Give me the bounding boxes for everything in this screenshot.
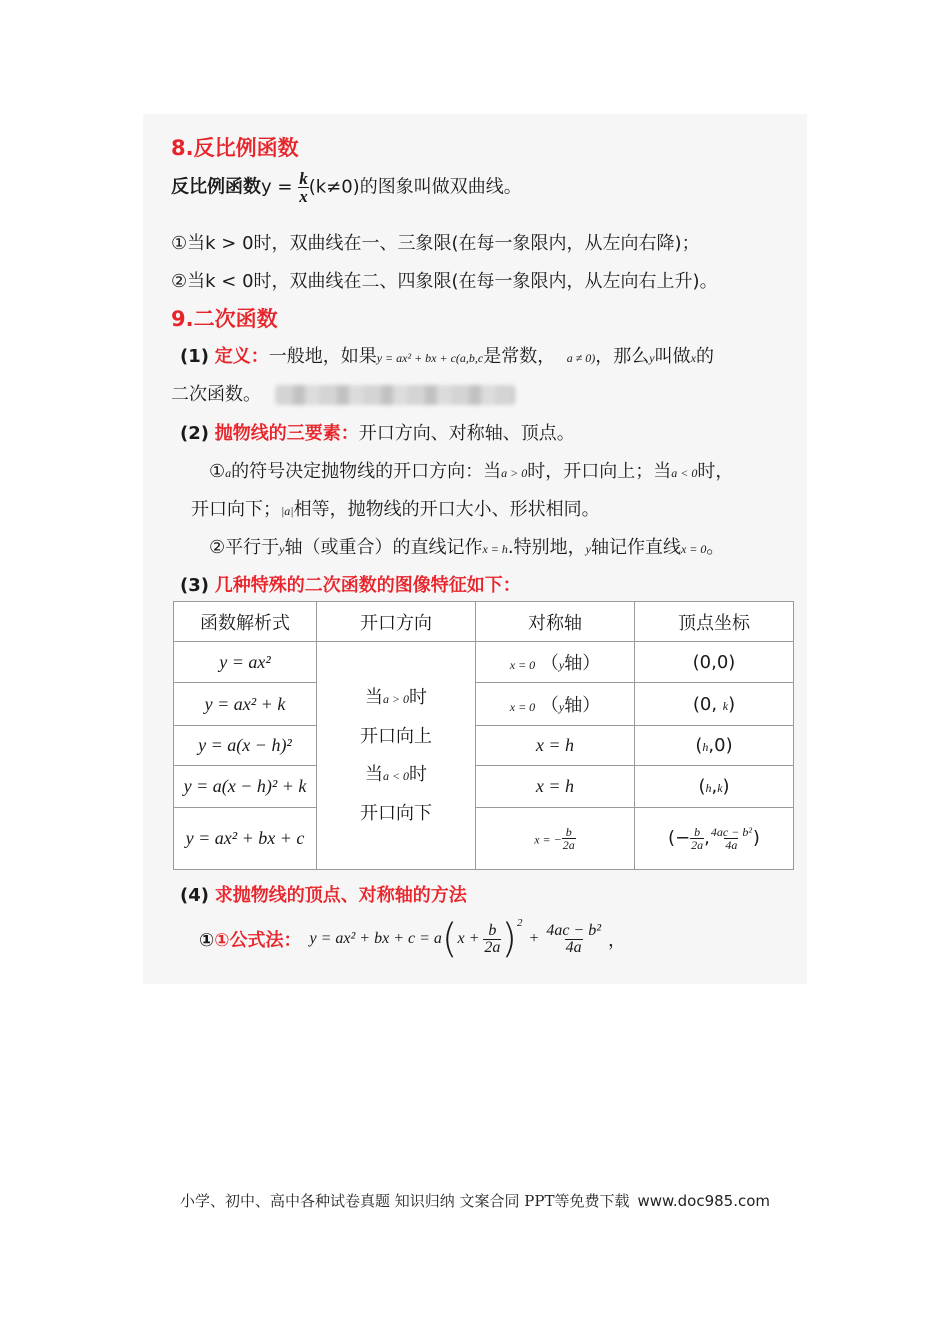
formula: a ≠ 0)	[566, 351, 596, 365]
text: （	[540, 695, 559, 716]
formula-method-line	[199, 913, 626, 965]
formula: x = 0	[509, 700, 536, 714]
formula: x +	[457, 930, 480, 947]
blurred-region	[275, 385, 515, 405]
header-cell: 函数解析式	[174, 602, 317, 642]
formula: y	[585, 542, 591, 556]
fraction-denominator: 2a	[691, 838, 704, 852]
sign-rule-line	[209, 457, 733, 483]
header-cell: 开口方向	[317, 602, 476, 642]
axis-cell: x = h	[476, 766, 635, 808]
fraction-denominator: 4a	[565, 938, 582, 956]
fraction-numerator: b	[694, 825, 701, 839]
text: 轴（或重合）的直线记作	[284, 537, 483, 558]
header-cell: 顶点坐标	[635, 602, 794, 642]
text: ,	[704, 827, 710, 849]
axis-cell	[476, 808, 635, 870]
axis-cell	[476, 642, 635, 683]
three-elements-line	[180, 419, 575, 445]
exponent: 2	[517, 917, 523, 929]
formula: a > 0	[501, 466, 528, 480]
text: (0,	[692, 693, 718, 715]
text: 。	[706, 537, 725, 558]
formula: x = 0	[509, 658, 536, 672]
definition-paragraph	[180, 342, 714, 368]
text: 时，	[697, 461, 734, 482]
text: 的符号决定抛物线的开口方向：当	[231, 461, 502, 482]
fraction-numerator: b	[488, 921, 497, 939]
text: 叫做	[654, 346, 691, 367]
text: 相等，抛物线的开口大小、形状相同。	[293, 499, 600, 520]
text: )	[728, 693, 736, 715]
text: ，	[608, 930, 627, 951]
formula-cell: y = ax²	[174, 642, 317, 683]
outer-fraction	[545, 923, 602, 956]
inverse-function-definition	[171, 170, 522, 205]
formula: x = h	[482, 542, 508, 556]
three-elements-label: 抛物线的三要素：	[214, 423, 359, 444]
part-number: (4)	[180, 885, 209, 906]
b-over-2a-fraction	[562, 826, 576, 851]
text: 是常数，	[483, 346, 556, 367]
formula: k	[722, 698, 729, 713]
table-row	[174, 726, 794, 766]
section-9-title: 9.二次函数	[171, 307, 278, 331]
formula: a > 0	[382, 691, 410, 706]
text: 开口向下；	[191, 499, 281, 520]
text: .特别地，	[507, 537, 586, 558]
definition-label: 定义：	[214, 346, 269, 367]
text: ,	[711, 776, 718, 797]
fraction-numerator: k	[299, 169, 308, 188]
inner-fraction	[483, 923, 501, 956]
fraction-denominator: x	[299, 187, 308, 206]
text: 时，开口向上；当	[527, 461, 672, 482]
quadratic-features-table	[173, 601, 794, 870]
left-paren: (	[441, 916, 458, 962]
text: 当	[364, 763, 383, 785]
fraction-numerator: 4ac − b²	[710, 825, 752, 839]
vertex-method-heading	[180, 881, 467, 907]
table-row	[174, 683, 794, 726]
formula: k	[717, 781, 723, 795]
right-paren: )	[501, 916, 518, 962]
footer-link[interactable]: www.doc985.com	[637, 1192, 771, 1210]
formula: x = −	[534, 832, 562, 847]
inverse-item-2: ②当k < 0时，双曲线在二、四象限(在每一象限内，从左向右上升)。	[171, 271, 718, 292]
special-functions-label: 几种特殊的二次函数的图像特征如下：	[214, 575, 521, 596]
text: ,0)	[708, 735, 733, 756]
formula: y = ax² + bx + c(a,b,c	[376, 351, 484, 365]
axis-cell	[476, 683, 635, 726]
text: 轴）	[564, 653, 601, 674]
formula: a < 0	[671, 466, 698, 480]
table-row	[174, 808, 794, 870]
text: 时	[409, 686, 428, 708]
formula: a < 0	[382, 768, 410, 783]
table-row	[174, 766, 794, 808]
vertex-cell	[635, 766, 794, 808]
text: )	[722, 776, 730, 797]
text: 开口方向、对称轴、顶点。	[358, 423, 575, 444]
text: 当	[364, 686, 383, 708]
text: (	[695, 735, 703, 756]
part-number: (2)	[180, 423, 209, 444]
text: 开口向下	[360, 802, 432, 824]
text: 轴）	[564, 695, 601, 716]
formula: x = 0	[680, 542, 707, 556]
formula: y	[558, 658, 565, 672]
fraction-denominator: 4a	[725, 838, 738, 852]
text: 时	[409, 763, 428, 785]
text: 轴记作直线	[590, 537, 681, 558]
text: )	[752, 827, 760, 849]
formula-cell: y = ax² + bx + c	[174, 808, 317, 870]
text: 的	[695, 346, 714, 367]
opening-direction-cell	[317, 642, 476, 870]
header-cell: 对称轴	[476, 602, 635, 642]
formula-cell: y = a(x − h)² + k	[174, 766, 317, 808]
part-number: (3)	[180, 575, 209, 596]
text: （	[540, 653, 559, 674]
page-footer	[0, 1190, 950, 1211]
footer-text: 小学、初中、高中各种试卷真题 知识归纳 文案合同 PPT等免费下载	[179, 1192, 630, 1210]
definition-y: y =	[261, 176, 293, 198]
formula: y	[649, 351, 655, 365]
axis-cell: x = h	[476, 726, 635, 766]
table-row	[174, 642, 794, 683]
table-header-row	[174, 602, 794, 642]
text: ①公式法：	[214, 930, 302, 951]
section-8-title: 8.反比例函数	[171, 136, 299, 160]
inverse-item-1: ①当k > 0时，双曲线在一、三象限(在每一象限内，从左向右降)；	[171, 233, 700, 254]
fraction-denominator: 2a	[484, 938, 501, 956]
formula-cell: y = a(x − h)²	[174, 726, 317, 766]
fraction-denominator: 2a	[562, 838, 575, 852]
formula: |a|	[281, 504, 294, 518]
formula-method-label: ①①公式法：	[199, 930, 302, 951]
b-over-2a-fraction	[690, 826, 704, 851]
vertex-cell	[635, 683, 794, 726]
text: 一般地，如果	[268, 346, 377, 367]
definition-rest: (k≠0)的图象叫做双曲线。	[308, 176, 522, 198]
vertex-y-fraction	[710, 826, 753, 851]
text: ，那么	[595, 346, 650, 367]
fraction-numerator: b	[565, 825, 572, 839]
formula: y	[558, 700, 565, 714]
text: ①	[209, 461, 226, 482]
vertex-cell	[635, 808, 794, 870]
text: ②平行于	[209, 537, 280, 558]
axis-rule-line	[209, 533, 724, 559]
definition-paragraph-line-2	[171, 380, 515, 406]
text: (	[698, 776, 706, 797]
formula: x	[690, 351, 696, 365]
fraction-numerator: 4ac − b²	[546, 921, 602, 939]
text: 开口向上	[360, 725, 432, 747]
k-over-x-fraction	[298, 170, 309, 205]
special-functions-heading	[180, 571, 521, 597]
vertex-cell: (0,0)	[635, 642, 794, 683]
formula: h	[705, 781, 712, 795]
formula: h	[702, 740, 709, 754]
formula-cell: y = ax² + k	[174, 683, 317, 726]
vertex-cell	[635, 726, 794, 766]
formula: y = ax² + bx + c = a	[309, 930, 442, 947]
part-number: (1)	[180, 346, 209, 367]
sign-rule-line-2	[191, 495, 600, 521]
formula: +	[528, 930, 540, 947]
text: (−	[668, 827, 691, 849]
text: 二次函数。	[171, 384, 261, 405]
formula: y	[279, 542, 285, 556]
formula: a	[225, 466, 232, 480]
vertex-method-label: 求抛物线的顶点、对称轴的方法	[214, 885, 467, 906]
definition-lead: 反比例函数	[171, 176, 261, 198]
